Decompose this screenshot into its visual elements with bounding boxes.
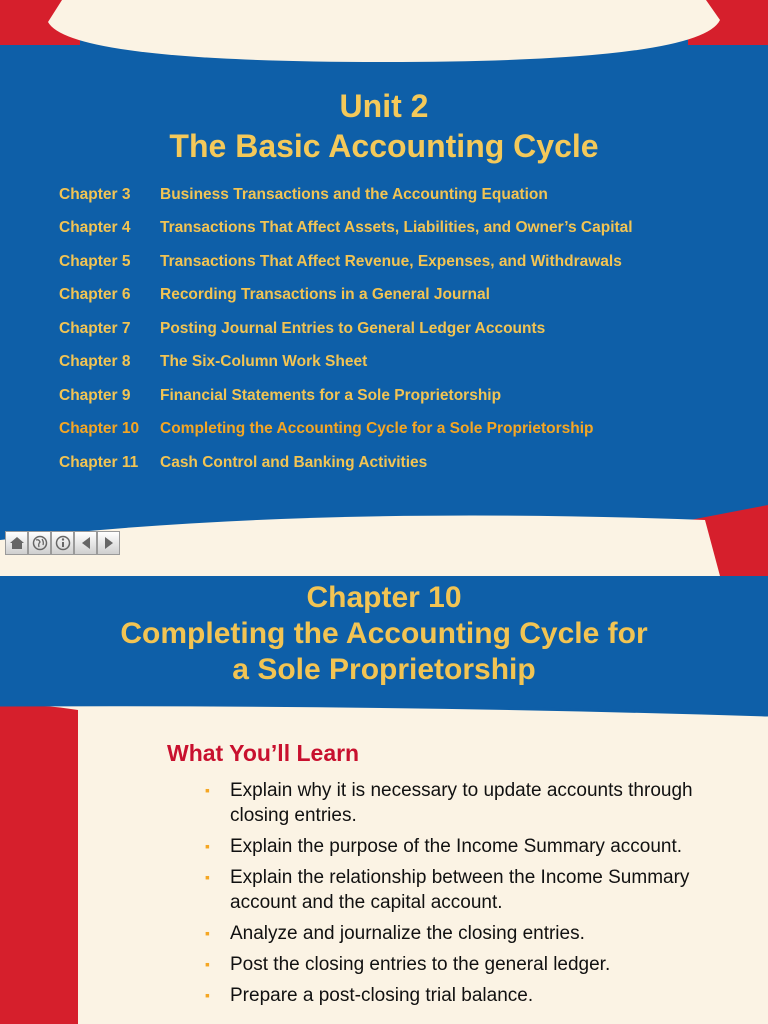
chapter-link-8[interactable]: [59, 346, 759, 380]
list-item: [205, 983, 705, 1008]
info-icon: [55, 535, 71, 551]
previous-slide-button[interactable]: [74, 531, 97, 555]
list-item: [205, 921, 705, 946]
bullet-icon: ▪: [205, 987, 210, 1003]
chapter-slide: [0, 576, 768, 1024]
objective-text: Explain why it is necessary to update accounts through closing entries.: [230, 780, 693, 826]
bullet-icon: ▪: [205, 838, 210, 854]
chapter-title: Transactions That Affect Revenue, Expenses, and Withdrawals: [160, 252, 622, 270]
bullet-icon: ▪: [205, 956, 210, 972]
chapter-title-line: a Sole Proprietorship: [232, 653, 536, 686]
chapter-title: Financial Statements for a Sole Proprietorship: [160, 386, 502, 404]
back-arrow-icon: [79, 536, 93, 550]
objective-text: Explain the relationship between the Income Summary account and the capital account.: [230, 867, 690, 913]
objective-text: Explain the purpose of the Income Summary account.: [230, 836, 683, 857]
list-item: [205, 834, 705, 859]
chapter-link-4[interactable]: [59, 212, 759, 246]
chapter-title-block: [0, 580, 768, 688]
chapter-title: Business Transactions and the Accounting Equation: [160, 185, 548, 203]
unit-number: Unit 2: [339, 88, 429, 124]
home-icon: [9, 536, 25, 550]
next-slide-button[interactable]: [97, 531, 120, 555]
chapter-link-11[interactable]: [59, 446, 759, 480]
chapter-title: Transactions That Affect Assets, Liabilities, and Owner’s Capital: [160, 219, 633, 237]
chapter-list: [59, 178, 759, 480]
bullet-icon: ▪: [205, 869, 210, 885]
chapter-title: Recording Transactions in a General Journal: [160, 286, 490, 304]
chapter-number: Chapter 4: [59, 219, 131, 237]
chapter-number-title: Chapter 10: [306, 581, 462, 614]
forward-arrow-icon: [102, 536, 116, 550]
bullet-icon: ▪: [205, 925, 210, 941]
globe-icon: [32, 535, 48, 551]
chapter-link-6[interactable]: [59, 279, 759, 313]
chapter-number: Chapter 7: [59, 319, 131, 337]
bullet-icon: ▪: [205, 782, 210, 798]
chapter-link-5[interactable]: [59, 245, 759, 279]
chapter-number: Chapter 6: [59, 286, 131, 304]
chapter-title: Completing the Accounting Cycle for a Sole Proprietorship: [160, 420, 594, 438]
chapter-number: Chapter 10: [59, 420, 140, 438]
chapter-number: Chapter 5: [59, 252, 131, 270]
objectives-list: [205, 778, 705, 1014]
list-item: [205, 778, 705, 828]
chapter-number: Chapter 11: [59, 453, 139, 471]
chapter-title: The Six-Column Work Sheet: [160, 353, 368, 371]
chapter-title: Cash Control and Banking Activities: [160, 453, 428, 471]
info-button[interactable]: [51, 531, 74, 555]
chapter-number: Chapter 3: [59, 185, 131, 203]
chapter-link-7[interactable]: [59, 312, 759, 346]
list-item: [205, 952, 705, 977]
slide-nav-toolbar: [5, 531, 120, 555]
chapter-link-10[interactable]: [59, 413, 759, 447]
globe-button[interactable]: [28, 531, 51, 555]
home-button[interactable]: [5, 531, 28, 555]
chapter-link-9[interactable]: [59, 379, 759, 413]
chapter-title-line: Completing the Accounting Cycle for: [120, 617, 648, 650]
objective-text: Prepare a post-closing trial balance.: [230, 985, 534, 1006]
objective-text: Post the closing entries to the general ledger.: [230, 954, 611, 975]
unit-title: The Basic Accounting Cycle: [169, 128, 599, 164]
learn-heading: What You’ll Learn: [167, 740, 360, 766]
chapter-link-3[interactable]: [59, 178, 759, 212]
chapter-number: Chapter 8: [59, 353, 131, 371]
objective-text: Analyze and journalize the closing entries.: [230, 923, 585, 944]
chapter-title: Posting Journal Entries to General Ledger Accounts: [160, 319, 546, 337]
chapter-number: Chapter 9: [59, 386, 131, 404]
list-item: [205, 865, 705, 915]
